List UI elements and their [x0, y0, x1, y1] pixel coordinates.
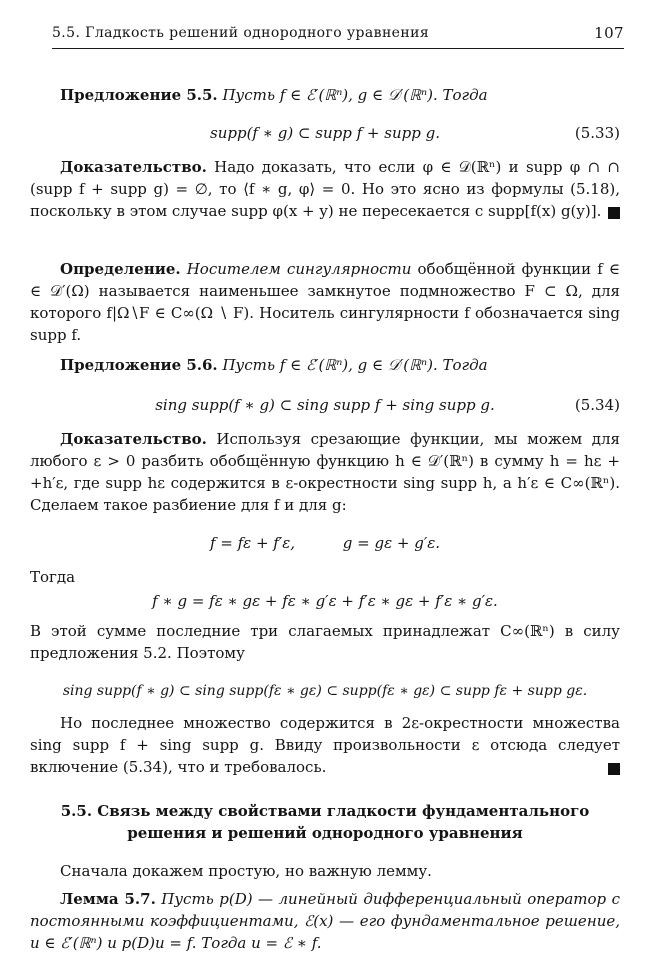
page-number: 107 [594, 24, 624, 42]
proposition-statement: Пусть f ∈ ℰ′(ℝⁿ), g ∈ 𝒟′(ℝⁿ). Тогда [222, 356, 488, 374]
qed-mark [608, 763, 620, 775]
then-word: Тогда [30, 568, 76, 586]
equation-product: f ∗ g = fε ∗ gε + fε ∗ g′ε + f′ε ∗ gε + f′ε ∗ g′ε. [152, 592, 498, 610]
proposition-5-6 [30, 354, 620, 376]
equation-chain: sing supp(f ∗ g) ⊂ sing supp(fε ∗ gε) ⊂ supp(fε ∗ gε) ⊂ supp fε + supp gε. [62, 683, 588, 699]
lemma-statement: Пусть p(D) — линейный дифференциальный оператор с постоянными коэффициентами, ℰ(x) — его фундаментальное решение, u ∈ ℰ′(ℝⁿ) и p(D)u = f. Тогда u = ℰ ∗ f. [30, 890, 620, 952]
running-header [52, 22, 624, 49]
proposition-5-5 [30, 84, 620, 106]
definition-term: Носителем сингулярности [186, 260, 412, 278]
equation-5-34 [30, 394, 620, 416]
section-heading [30, 800, 620, 844]
intro-sentence: Сначала докажем простую, но важную лемму. [60, 862, 432, 880]
running-title: 5.5. Гладкость решений однородного уравнения [52, 25, 430, 41]
definition-label: Определение. [60, 260, 181, 278]
closing-paragraph [30, 712, 620, 778]
proof-label: Доказательство. [60, 430, 207, 448]
equation-split: f = fε + f′ε, g = gε + g′ε. [209, 534, 441, 552]
section-heading-line-2: решения и решений однородного уравнения [127, 824, 523, 842]
equation-number: (5.34) [574, 396, 620, 414]
section-heading-line-1: 5.5. Связь между свойствами гладкости фундаментального [60, 802, 590, 820]
qed-mark [608, 207, 620, 219]
equation-number: (5.33) [574, 124, 620, 142]
proof-5-5 [30, 156, 620, 222]
proposition-statement: Пусть f ∈ ℰ′(ℝⁿ), g ∈ 𝒟′(ℝⁿ). Тогда [222, 86, 488, 104]
equation-body: sing supp(f ∗ g) ⊂ sing supp f + sing supp g. [155, 396, 495, 414]
proof-5-6 [30, 428, 620, 516]
proof-text: Надо доказать, что если φ ∈ 𝒟(ℝⁿ) и supp φ ∩ ∩ (supp f + supp g) = ∅, то ⟨f ∗ g, φ⟩ = 0. Но это ясно из формулы (5.18), поскольку в этом случае supp φ(x + y) не пересекается с supp[f(x) g(y)]. [30, 158, 620, 220]
closing-text: Но последнее множество содержится в 2ε-окрестности множества sing supp f + sing supp g. Ввиду произвольности ε отсюда следует включение (5.34), что и требовалось. [30, 714, 620, 776]
sum-paragraph: В этой сумме последние три слагаемых принадлежат C∞(ℝⁿ) в силу предложения 5.2. Поэтому [30, 622, 620, 662]
proof-text: Используя срезающие функции, мы можем для любого ε > 0 разбить обобщённую функцию h ∈ 𝒟′(ℝⁿ) в сумму h = hε + +h′ε, где supp hε содержится в ε-окрестности sing supp h, а h′ε ∈ C∞(ℝⁿ). Сделаем такое разбиение для f и для g: [30, 430, 620, 514]
equation-5-33 [30, 122, 620, 144]
equation-body: supp(f ∗ g) ⊂ supp f + supp g. [210, 124, 440, 142]
definition-singular-support [30, 258, 620, 346]
definition-text: обобщённой функции f ∈ ∈ 𝒟′(Ω) называется наименьшее замкнутое подмножество F ⊂ Ω, для которого f|Ω∖F ∈ C∞(Ω ∖ F). Носитель сингулярности f обозначается sing supp f. [30, 260, 620, 344]
proposition-label: Предложение 5.5. [60, 86, 218, 104]
proof-label: Доказательство. [60, 158, 207, 176]
proposition-label: Предложение 5.6. [60, 356, 218, 374]
lemma-label: Лемма 5.7. [60, 890, 156, 908]
lemma-5-7 [30, 888, 620, 954]
